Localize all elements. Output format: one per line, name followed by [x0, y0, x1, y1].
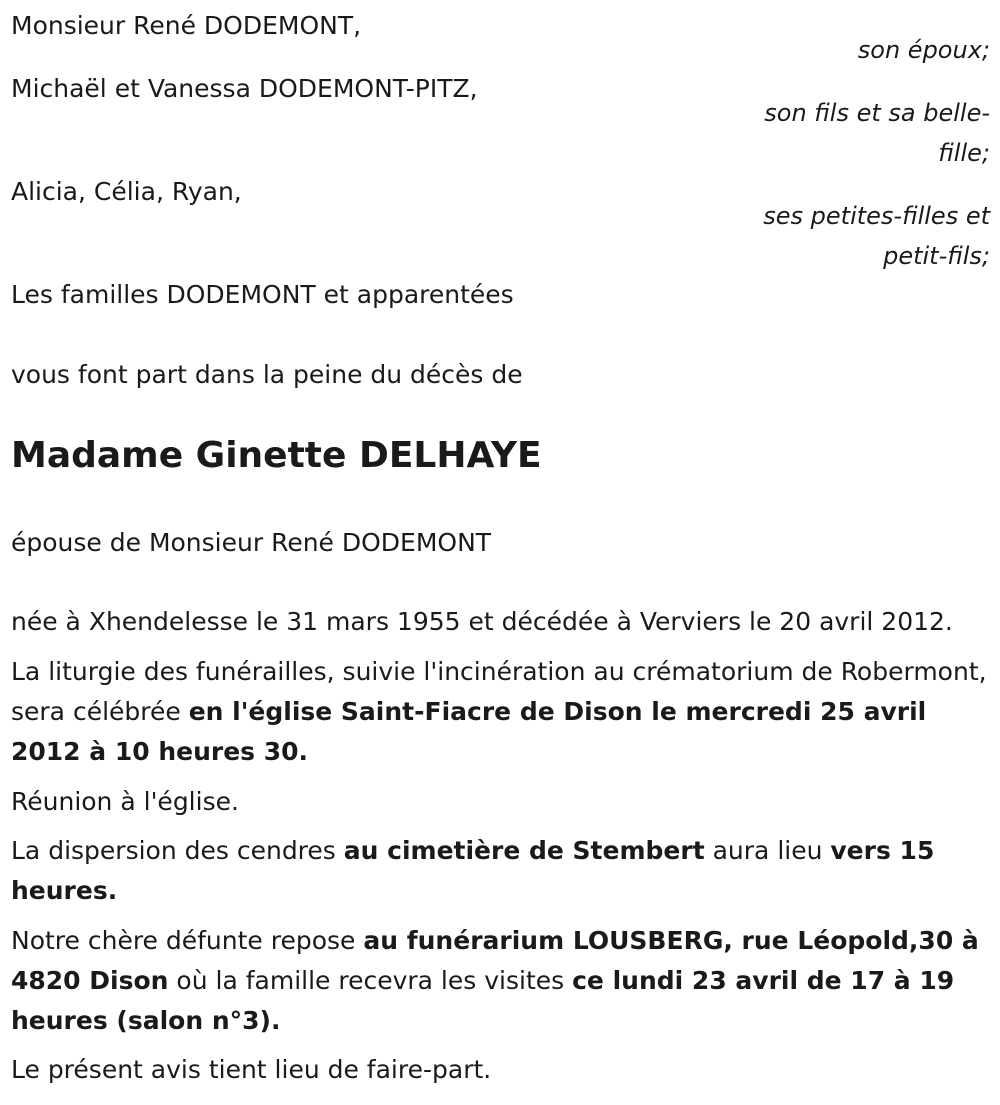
closing-line: Le présent avis tient lieu de faire-part. [11, 1055, 492, 1084]
dispersion-paragraph [11, 831, 996, 911]
birth-death-line: née à Xhendelesse le 31 mars 1955 et décédée à Verviers le 20 avril 2012. [11, 607, 953, 636]
dispersion-time: vers 15 heures. [11, 836, 935, 905]
family-member-relation: son époux; [857, 36, 990, 64]
liturgy-paragraph [11, 652, 996, 772]
visiting-hours: ce lundi 23 avril de 17 à 19 heures (salon n°3). [11, 966, 955, 1035]
spouse-line: épouse de Monsieur René DODEMONT [11, 528, 492, 557]
repose-text-2: où la famille recevra les visites [168, 966, 573, 995]
funerarium-address: au funérarium LOUSBERG, rue Léopold,30 à 4820 Dison [11, 926, 979, 995]
family-member-name: Alicia, Célia, Ryan, [11, 177, 242, 206]
dispersion-location: au cimetière de Stembert [343, 836, 705, 865]
dispersion-text-2: aura lieu [704, 836, 831, 865]
family-member-name: Michaël et Vanessa DODEMONT-PITZ, [11, 74, 478, 103]
liturgy-location-date: en l'église Saint-Fiacre de Dison le mercredi 25 avril 2012 à 10 heures 30. [11, 697, 927, 766]
deceased-name: Madame Ginette DELHAYE [11, 435, 542, 476]
family-member-relation: ses petites-filles et petit-fils; [763, 202, 990, 270]
family-member-name: Monsieur René DODEMONT, [11, 11, 362, 40]
announcement-line: vous font part dans la peine du décès de [11, 360, 523, 389]
repose-paragraph [11, 921, 996, 1041]
repose-text: Notre chère défunte repose [11, 926, 364, 955]
reunion-line: Réunion à l'église. [11, 787, 239, 816]
liturgy-text: La liturgie des funérailles, suivie l'incinération au crématorium de Robermont, sera célébrée [11, 657, 987, 726]
family-member-relation: son fils et sa belle-fille; [764, 99, 990, 167]
families-line: Les familles DODEMONT et apparentées [11, 280, 514, 309]
dispersion-text: La dispersion des cendres [11, 836, 344, 865]
